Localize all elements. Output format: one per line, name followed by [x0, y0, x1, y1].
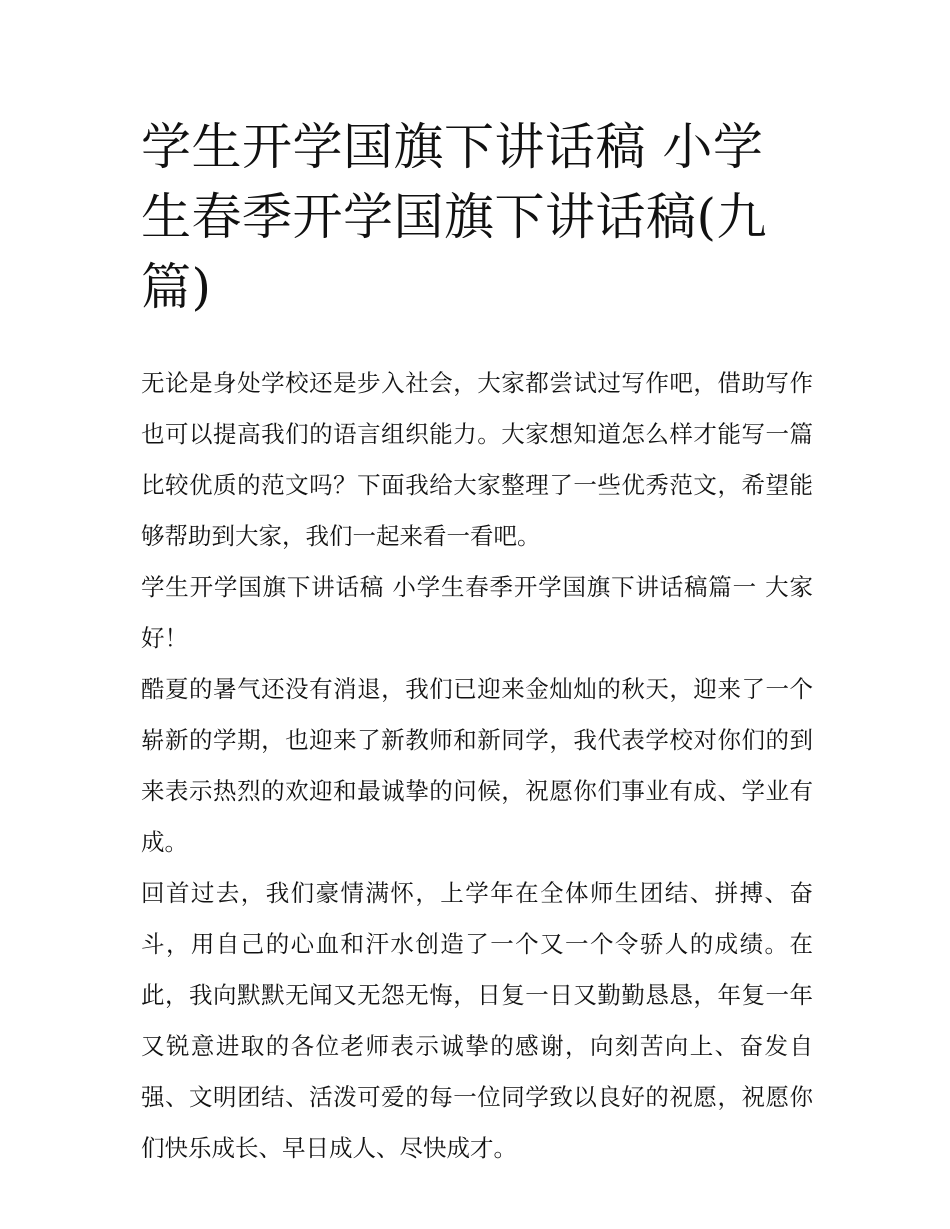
document-body [141, 112, 813, 1174]
paragraph-section-heading: 学生开学国旗下讲话稿 小学生春季开学国旗下讲话稿篇一 大家好！ [141, 573, 813, 652]
paragraph-intro: 无论是身处学校还是步入社会，大家都尝试过写作吧，借助写作也可以提高我们的语言组织能力。大家想知道怎么样才能写一篇比较优质的范文吗？下面我给大家整理了一些优秀范文，希望能够帮助到大家，我们一起来看一看吧。 [141, 369, 813, 550]
paragraph-review: 回首过去，我们豪情满怀，上学年在全体师生团结、拼搏、奋斗，用自己的心血和汗水创造了一个又一个令骄人的成绩。在此，我向默默无闻又无怨无悔，日复一日又勤勤恳恳，年复一年又锐意进取的各位老师表示诚挚的感谢，向刻苦向上、奋发自强、文明团结、活泼可爱的每一位同学致以良好的祝愿，祝愿你们快乐成长、早日成人、尽快成才。 [141, 879, 813, 1162]
document-title: 学生开学国旗下讲话稿 小学生春季开学国旗下讲话稿(九篇) [141, 118, 768, 316]
paragraph-welcome: 酷夏的暑气还没有消退，我们已迎来金灿灿的秋天，迎来了一个崭新的学期，也迎来了新教师和新同学，我代表学校对你们的到来表示热烈的欢迎和最诚挚的问候，祝愿你们事业有成、学业有成。 [141, 675, 813, 856]
